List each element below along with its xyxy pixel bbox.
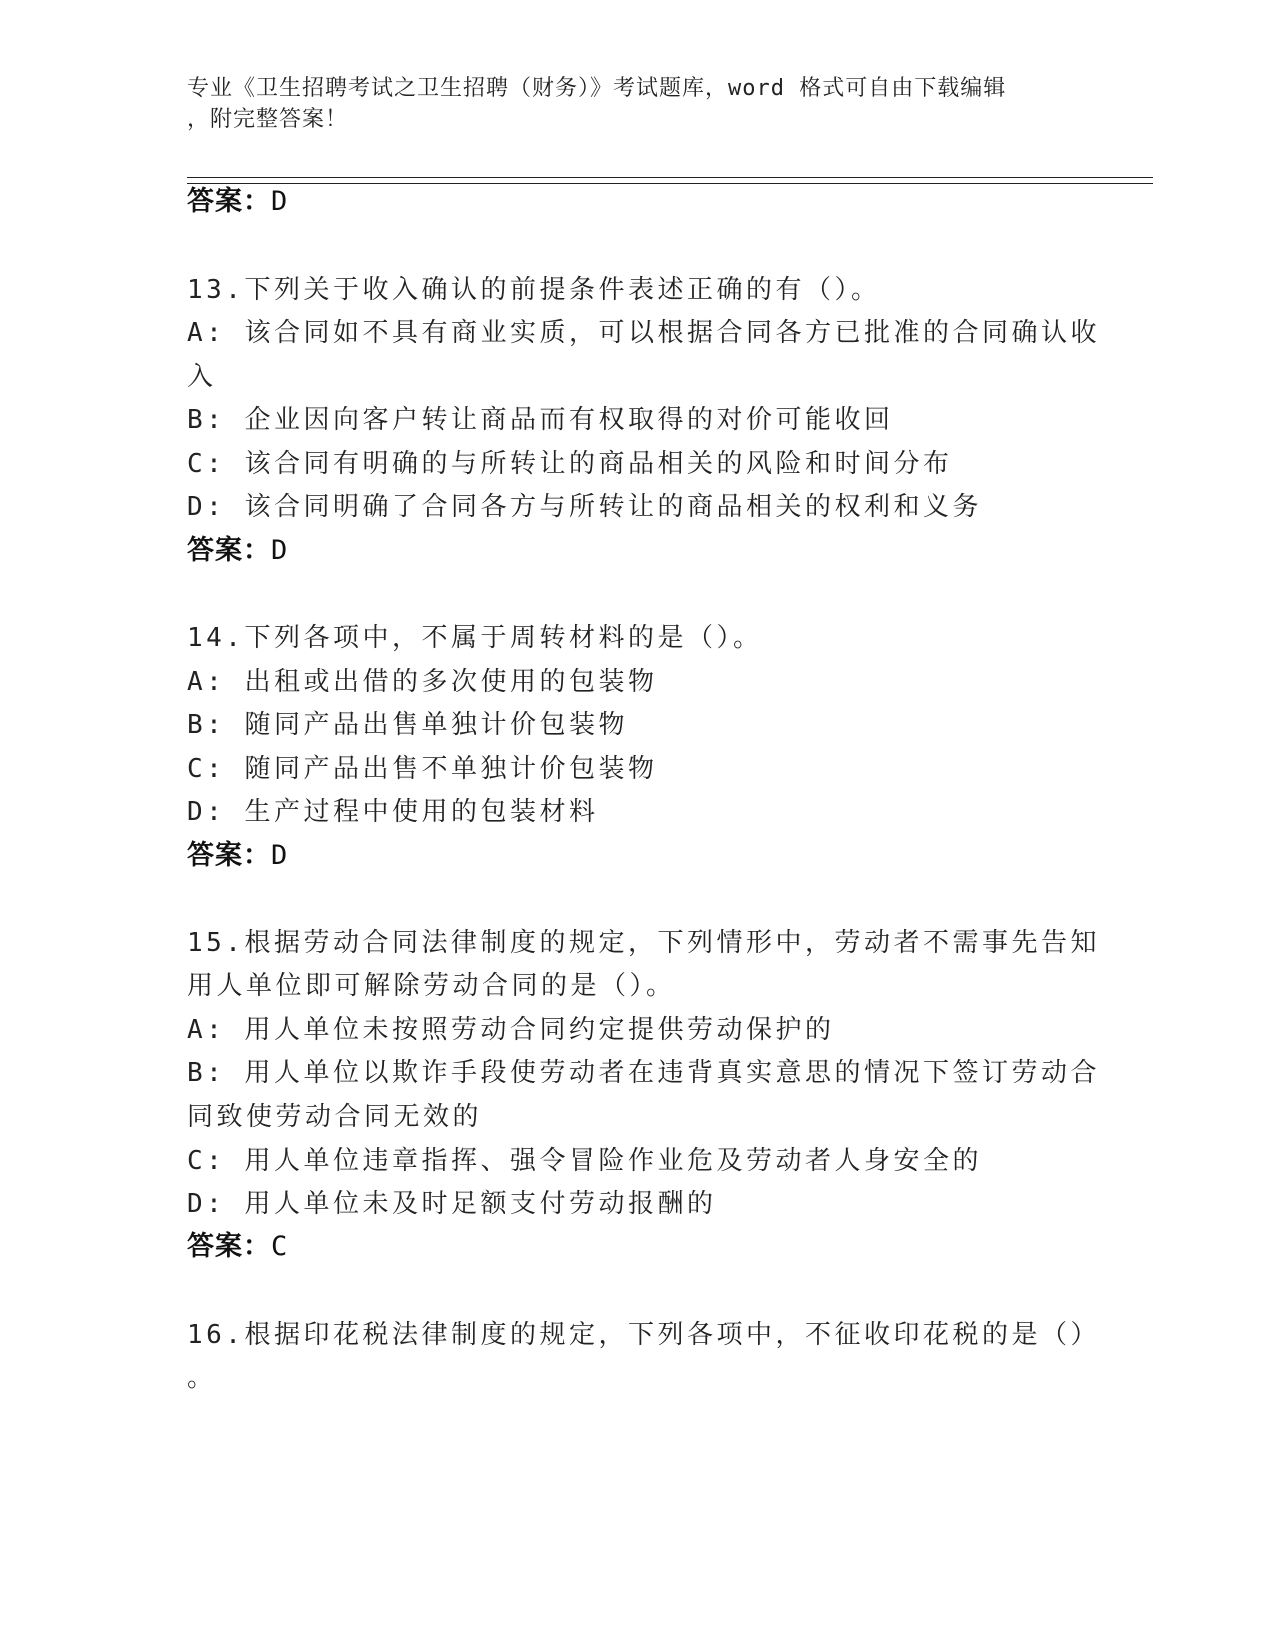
answer-line-prev [187, 187, 287, 217]
question-16-stem-cont: 。 [187, 1363, 217, 1393]
question-16-stem: 16.根据印花税法律制度的规定，下列各项中，不征收印花税的是（） [187, 1320, 1100, 1350]
question-14-option-a: A: 出租或出借的多次使用的包装物 [187, 667, 658, 697]
answer-value: D [271, 840, 288, 871]
answer-label: 答案： [187, 840, 271, 871]
question-15-option-a: A: 用人单位未按照劳动合同约定提供劳动保护的 [187, 1015, 835, 1045]
question-14-option-d: D: 生产过程中使用的包装材料 [187, 797, 599, 827]
header-line-1: 专业《卫生招聘考试之卫生招聘（财务）》考试题库，word 格式可自由下载编辑 [187, 76, 1007, 101]
question-15-option-d: D: 用人单位未及时足额支付劳动报酬的 [187, 1189, 717, 1219]
question-15-option-b-cont: 同致使劳动合同无效的 [187, 1102, 483, 1132]
question-14-option-b: B: 随同产品出售单独计价包装物 [187, 710, 628, 740]
question-14-answer [187, 841, 287, 871]
question-13-option-a-cont: 入 [187, 362, 217, 392]
answer-value: C [271, 1231, 288, 1262]
question-15-stem: 15.根据劳动合同法律制度的规定，下列情形中，劳动者不需事先告知 [187, 928, 1100, 958]
question-15-option-c: C: 用人单位违章指挥、强令冒险作业危及劳动者人身安全的 [187, 1146, 982, 1176]
question-13-option-a: A: 该合同如不具有商业实质，可以根据合同各方已批准的合同确认收 [187, 318, 1100, 348]
question-13-option-d: D: 该合同明确了合同各方与所转让的商品相关的权利和义务 [187, 492, 982, 522]
question-14-option-c: C: 随同产品出售不单独计价包装物 [187, 754, 658, 784]
answer-label: 答案： [187, 186, 271, 217]
answer-value: D [271, 186, 288, 217]
question-15-option-b: B: 用人单位以欺诈手段使劳动者在违背真实意思的情况下签订劳动合 [187, 1058, 1100, 1088]
question-13-answer [187, 536, 287, 566]
question-15-stem-cont: 用人单位即可解除劳动合同的是（）。 [187, 971, 676, 1001]
header-divider-bottom [187, 183, 1153, 184]
question-13-stem: 13.下列关于收入确认的前提条件表述正确的有（）。 [187, 275, 881, 305]
answer-label: 答案： [187, 535, 271, 566]
answer-value: D [271, 535, 288, 566]
question-13-option-c: C: 该合同有明确的与所转让的商品相关的风险和时间分布 [187, 449, 953, 479]
header-line-2: ，附完整答案！ [187, 107, 349, 132]
document-header [187, 73, 1087, 135]
header-divider-top [187, 177, 1153, 178]
question-14-stem: 14.下列各项中，不属于周转材料的是（）。 [187, 623, 763, 653]
question-15-answer [187, 1232, 287, 1262]
question-13-option-b: B: 企业因向客户转让商品而有权取得的对价可能收回 [187, 405, 894, 435]
answer-label: 答案： [187, 1231, 271, 1262]
